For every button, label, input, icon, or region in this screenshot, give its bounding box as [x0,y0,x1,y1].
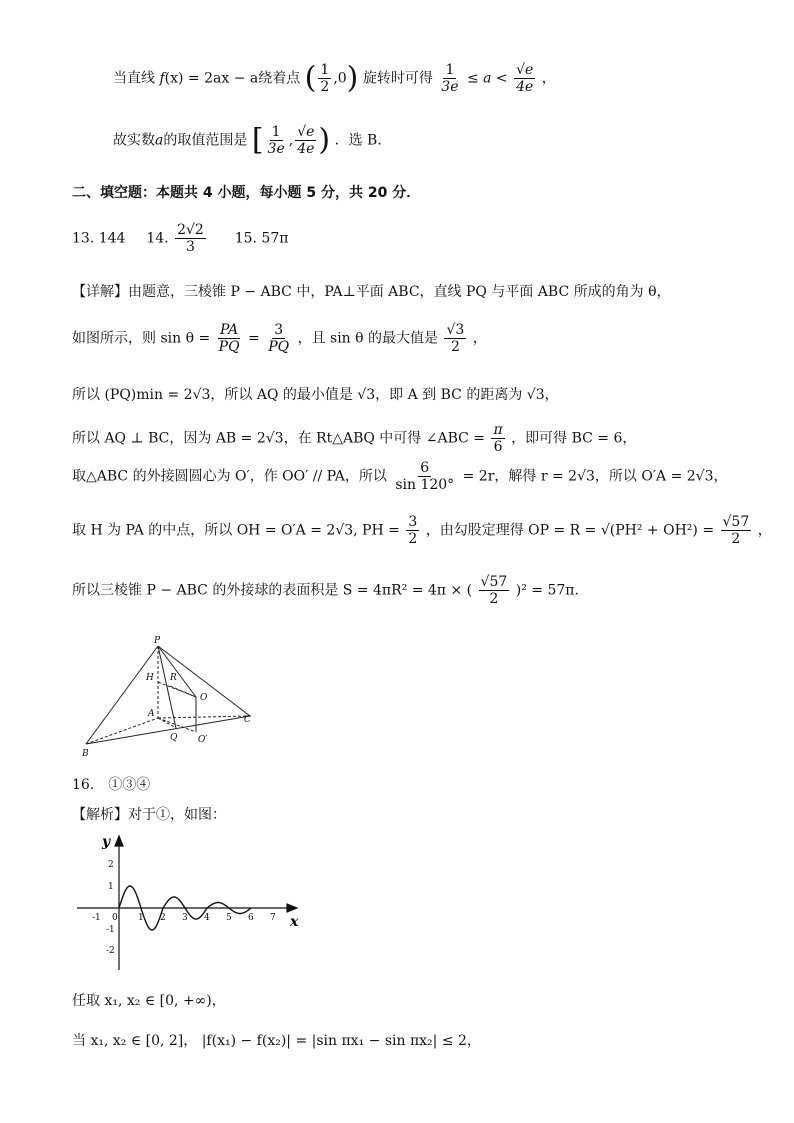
answer-13: 13. 144 [72,230,126,247]
answer-16: 16． ①③④ [72,777,151,793]
label-O-prime: O′ [198,735,208,745]
answer-14-label: 14. [146,230,169,247]
x-tick-1: 1 [138,913,144,923]
detail-line-3: 所以 (PQ)min = 2√3，所以 AQ 的最小值是 √3，即 A 到 BC 的距离为 √3， [72,387,559,403]
sine-graph-figure [72,832,312,977]
take-line: 任取 x₁, x₂ ∈ [0, +∞)， [72,993,226,1009]
x-tick-2: 2 [160,913,166,923]
x-tick-5: 5 [226,913,232,923]
label-O: O [200,693,208,703]
line-1: 当直线 f(x) = 2ax − a绕着点 ( $\frac{1}{2}$ ,0) 旋转时可得 $\frac{1}{3e}$ ≤ a < $\frac{√e}{4e}$ ， [113,60,556,96]
section-heading: 二、填空题：本题共 4 小题，每小题 5 分，共 20 分． [72,185,421,201]
x-tick-7: 7 [270,913,276,923]
label-H: H [146,673,154,683]
when-line: 当 x₁, x₂ ∈ [0, 2]， |f(x₁) − f(x₂)| = |sin πx₁ − sin πx₂| ≤ 2， [72,1033,481,1049]
detail-line-2: 如图所示，则 sin θ = $\frac{PA}{PQ}$ = $\frac{3}{PQ}$ ，且 sin θ 的最大值是 $\frac{√3}{2}$ ， [72,322,487,356]
label-Q: Q [170,733,178,743]
answer-14: $\frac{2√2}{3}$ [177,222,204,256]
answer-15: 15. 57π [234,230,289,247]
label-R: R [170,673,177,683]
label-A: A [148,709,155,719]
detail-line-7: 所以三棱锥 P − ABC 的外接球的表面积是 S = 4πR² = 4π × ( $\frac{√57}{2}$ )² = 57π. [72,574,579,608]
y-tick-minus-2: -2 [106,946,115,956]
y-axis-label: y [102,834,111,850]
label-B: B [82,749,89,759]
line-2: 故实数a的取值范围是 [ $\frac{1}{3e}$ , $\frac{√e}{4e}$ ) ．选 B． [113,122,392,158]
detail-line-5: 取△ABC 的外接圆圆心为 O′，作 OO′ // PA，所以 $\frac{6}{\sin 120^\circ}$ = 2r，解得 r = 2√3，所以 O′A = 2√3， [72,460,728,494]
answers-13-15 [72,222,288,255]
y-tick-1: 1 [108,882,114,892]
x-tick-3: 3 [182,913,188,923]
y-tick-minus-1: -1 [106,925,115,935]
y-tick-2: 2 [108,860,114,870]
label-P: P [154,636,161,646]
label-C: C [244,715,251,725]
detail-line-4: 所以 AQ ⊥ BC，因为 AB = 2√3，在 Rt△ABQ 中可得 ∠ABC = $\frac{\pi}{6}$ ，即可得 BC = 6， [72,422,637,456]
x-tick-6: 6 [248,913,254,923]
analysis-heading: 【解析】对于①，如图： [72,807,226,823]
x-tick-4: 4 [204,913,210,923]
detail-line-6: 取 H 为 PA 的中点，所以 OH = O′A = 2√3, PH = $\frac{3}{2}$ ，由勾股定理得 OP = R = √(PH² + OH²) = $\frac{√57}{2}$ ， [72,514,772,548]
pyramid-figure [72,632,272,762]
x-axis-label: x [290,914,299,930]
x-tick-minus-1: -1 [92,913,101,923]
detail-line-1: 【详解】由题意，三棱锥 P − ABC 中，PA⊥平面 ABC，直线 PQ 与平面 ABC 所成的角为 θ， [72,284,671,300]
x-tick-0: 0 [112,913,118,923]
